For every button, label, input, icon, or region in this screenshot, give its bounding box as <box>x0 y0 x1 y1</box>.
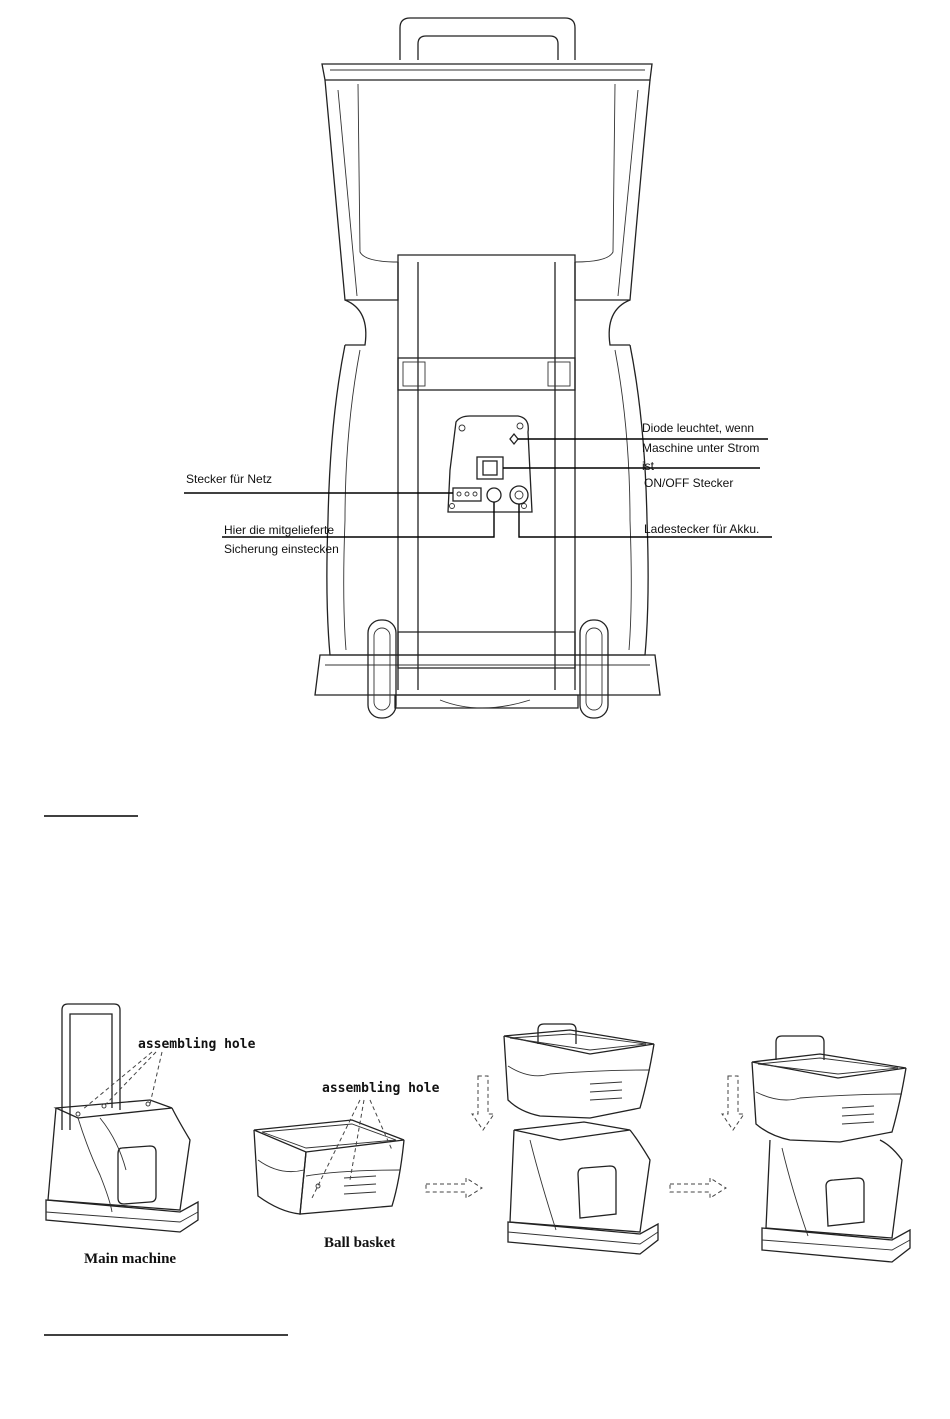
assembly-step-2-drawing <box>504 1024 658 1254</box>
charger-label: Ladestecker für Akku. <box>644 522 760 536</box>
down-arrow-icon <box>472 1076 494 1130</box>
right-arrow-icon-2 <box>670 1178 726 1198</box>
charger-socket <box>510 486 528 504</box>
diode-label-line-2: Maschine unter Strom <box>642 441 760 455</box>
right-arrow-icon <box>426 1178 482 1198</box>
assembling-hole-pointers-1 <box>82 1052 162 1110</box>
power-plug-label: Stecker für Netz <box>186 472 273 486</box>
down-arrow-icon-2 <box>722 1076 744 1130</box>
assembled-machine-drawing <box>752 1036 910 1262</box>
right-wheel <box>580 620 608 718</box>
diode-label-line-3: ist <box>642 459 654 473</box>
machine-rear-view <box>315 18 660 718</box>
assembling-hole-label-1: assembling hole <box>138 1037 256 1052</box>
ball-basket-caption: Ball basket <box>324 1235 396 1251</box>
switch-label: ON/OFF Stecker <box>644 476 734 490</box>
fuse-label-line-2: Sicherung einstecken <box>224 542 339 556</box>
fuse-holder <box>487 488 501 502</box>
left-wheel <box>368 620 396 718</box>
main-machine-caption: Main machine <box>84 1251 177 1267</box>
assembling-hole-label-2: assembling hole <box>322 1081 440 1096</box>
diode-label-line-1: Diode leuchtet, wenn <box>642 421 755 435</box>
on-off-switch <box>477 457 503 479</box>
fuse-label-line-1: Hier die mitgelieferte <box>224 523 335 537</box>
diode-indicator <box>510 434 518 444</box>
ball-basket-drawing <box>254 1120 404 1214</box>
assembling-hole-pointers-2 <box>312 1100 392 1198</box>
